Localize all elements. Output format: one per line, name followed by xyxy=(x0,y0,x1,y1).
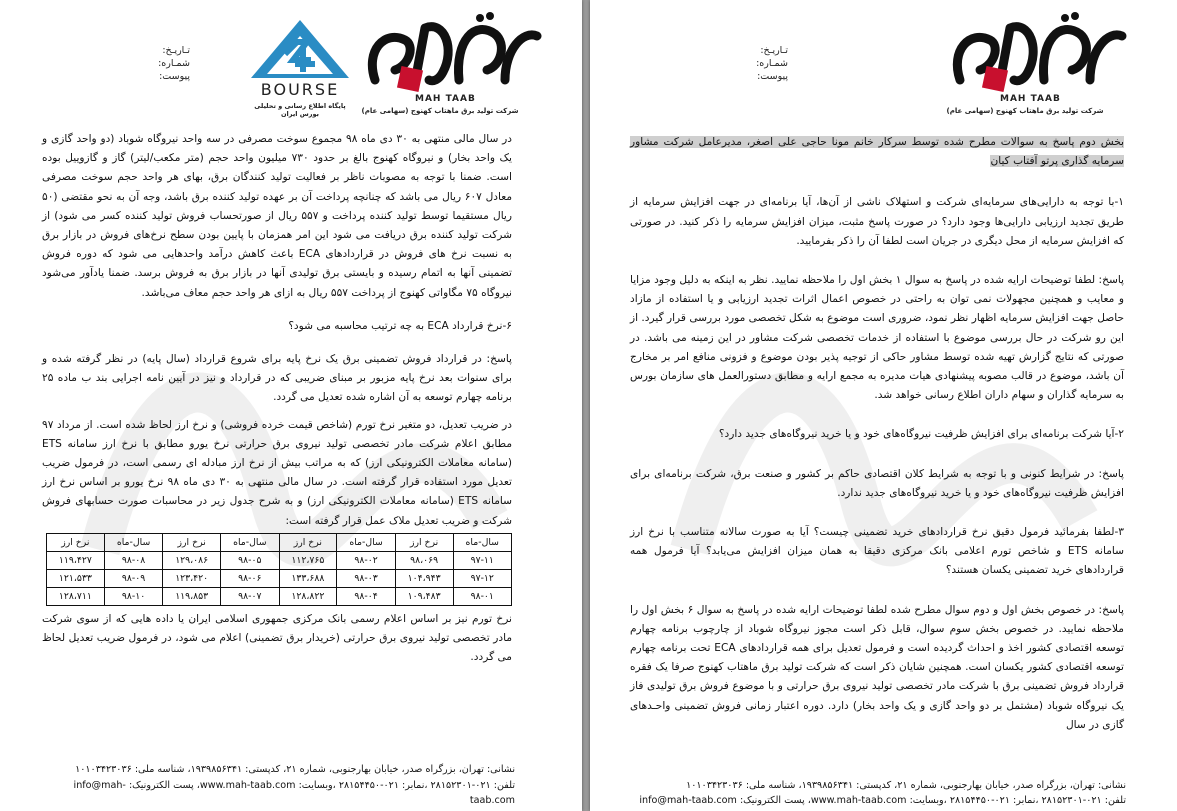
answer-2: پاسخ: در شرایط کنونی و با توجه به شرایط کلان اقتصادی حاکم بر کشور و صنعت برق، شرکت برنامه‌ای برای افزایش ظرفیت نیروگاه‌های خود و یا خرید نیروگاه‌های جدید ندارد. xyxy=(630,467,1124,499)
meta-labels xyxy=(110,44,190,83)
page-footer xyxy=(636,778,1126,809)
footer-contacts: تلفن: ۰۲۱-۲۸۱۵۲۳۰۱ ،نمابر: ۰۲۱-۲۸۱۵۴۴۵۰ ،وبسایت: www.mah-taab.com، پست الکترونیک: info@mah-taab.com xyxy=(73,779,515,807)
question-6: ۶-نرخ قرارداد ECA به چه ترتیب محاسبه می شود؟ xyxy=(288,319,512,332)
paragraph-inflation: نرخ تورم نیز بر اساس اعلام رسمی بانک مرکزی جمهوری اسلامی ایران یا داده هایی که از سوی شرکت مادر تخصصی تولید نیروی برق حرارتی (خریدار برق تضمینی) اعلام می شود، در فرمول ضریب تعدیل لحاظ می گردد. xyxy=(42,612,512,664)
table-cell: ۹۸-۰۹ xyxy=(104,569,162,587)
table-cell: ۹۸-۰۴ xyxy=(337,587,395,605)
table-header-cell: سال-ماه xyxy=(104,533,162,551)
question-3: ۳-لطفا بفرمائید فرمول دقیق نرخ قراردادهای خرید تضمینی چیست؟ آیا به صورت سالانه متناسب با نرخ ارز سامانه ETS و شاخص تورم اعلامی بانک مرکزی دقیقا به همان میزان افزایش می‌یابد؟ آیا فرمول همه قراردادهای خرید تضمینی یکسان هستند؟ xyxy=(630,526,1124,577)
table-cell: ۹۸-۰۳ xyxy=(337,569,395,587)
paragraph-fuel: در سال مالی منتهی به ۳۰ دی ماه ۹۸ مجموع سوخت مصرفی در سه واحد نیروگاه شوباد (دو واحد گازی و یک واحد بخار) و نیروگاه کهنوج بالغ بر حدود ۷۳۰ میلیون واحد حجم (متر مکعب/لیتر) گاز و گازوییل بوده است. ضمنا با توجه به مصوبات ناظر بر فعالیت تولید کنندگان برق، بهای هر واحد حجم سوخت مصرفی معادل ۶۰۷ ریال می باشد که چنانچه پرداخت آن بر عهده تولید کننده برق باشد، وجه آن به نحو مقتضی (۵۰ ریال مستقیما توسط تولید کننده پرداخت و ۵۵۷ ریال از صورتحساب فروش تولید کننده کسر می شود) از شرکت تولید کننده برق دریافت می شود این امر همزمان با پایین بودن سطح نرخ‌های فروش در بازار برق به نسبت نرخ های فروش در قراردادهای ECA باعث کاهش درآمد واحدهایی می شود که دوره فروش تضمینی آنها به اتمام رسیده و بایستی برق تولیدی آنها در بازار برق به فروش برسد. ضمنا یادآور می‌شود نیروگاه ۷۵ مگاواتی کهنوج از پرداخت ۵۵۷ ریال به ازای هر واحد حجم معاف می‌باشد. xyxy=(42,133,513,299)
answer-1: پاسخ: لطفا توضیحات ارایه شده در پاسخ به سوال ۱ بخش اول را ملاحظه نمایید. نظر به اینکه به دلیل وجود مزایا و معایب و همچنین مجهولات نمی توان به راحتی در خصوص اعمال اثرات تجدید ارزیابی و یا استفاده از مازاد حاصل جهت افزایش سرمایه اظهار نظر نمود، ضروری است موضوع به شکل تخصصی مورد بررسی قرار گیرد. از این رو شرکت در حال بررسی موضوع با استفاده از خدمات تخصصی شرکت مشاور در این زمینه می باشد. در صورتی که نتایج گزارش تهیه شده توسط مشاور حاکی از توجیه پذیر بودن موضوع و فزونی منافع امر بر مخارج آن باشد، موضوع در قالب مصوبه پیشنهادی هیات مدیره به مجمع ارایه و مطابق دستورالعمل های سازمان بورس به سرمایه گذاران و سهام داران اطلاع رسانی خواهد شد. xyxy=(630,274,1124,402)
table-header-cell: نرخ ارز xyxy=(163,533,221,551)
date-label: تـاریـخ: xyxy=(162,45,190,56)
currency-rate-table xyxy=(46,533,512,606)
date-label: تـاریـخ: xyxy=(760,45,788,56)
table-cell: ۹۸-۰۲ xyxy=(337,551,395,569)
table-cell: ۱۲۸،۷۱۱ xyxy=(47,587,105,605)
table-cell: ۱۰۹،۴۸۳ xyxy=(395,587,453,605)
table-header-cell: سال-ماه xyxy=(453,533,511,551)
table-header-cell: نرخ ارز xyxy=(395,533,453,551)
bourse-logo xyxy=(245,18,355,118)
table-cell: ۱۱۹،۴۲۷ xyxy=(47,551,105,569)
bourse-subtitle: پایگاه اطلاع رسانی و تحلیلی بورس ایران xyxy=(254,102,346,118)
document-page-right xyxy=(590,0,1177,811)
mahtaab-logo-icon xyxy=(940,10,1130,96)
table-cell: ۹۸-۰۷ xyxy=(221,587,279,605)
table-cell: ۱۰۴،۹۴۳ xyxy=(395,569,453,587)
footer-contacts: تلفن: ۰۲۱-۲۸۱۵۲۳۰۱ ،نمابر: ۰۲۱-۲۸۱۵۴۴۵۰ ،وبسایت: www.mah-taab.com، پست الکترونیک: info@mah-taab.com xyxy=(639,795,1126,807)
intro-highlight: بخش دوم پاسخ به سوالات مطرح شده توسط سرکار خانم مونا حاجی علی اصغر، مدیرعامل شرکت مشاور سرمایه گذاری پرتو آفتاب کیان xyxy=(630,136,1124,168)
number-label: شمـاره: xyxy=(158,58,190,69)
table-header-cell: نرخ ارز xyxy=(279,533,337,551)
table-cell: ۱۲۸،۸۲۲ xyxy=(279,587,337,605)
table-header-cell: نرخ ارز xyxy=(47,533,105,551)
table-cell: ۹۸-۰۸ xyxy=(104,551,162,569)
table-cell: ۹۸-۰۵ xyxy=(221,551,279,569)
bourse-mark-icon xyxy=(245,18,355,80)
mahtaab-logo xyxy=(940,10,1150,122)
table-cell: ۱۲۹،۰۸۶ xyxy=(163,551,221,569)
intro-heading xyxy=(630,133,1124,171)
footer-address: نشانی: تهران، بزرگراه صدر، خیابان بهارجنوبی، شماره ۲۱، کدپستی: ۱۹۳۹۸۵۶۳۴۱، شناسه ملی: ۱۰۱۰۳۴۲۳۰۳۶ xyxy=(75,764,515,776)
table-row xyxy=(47,569,512,587)
mahtaab-wordmark: MAH TAAB xyxy=(415,94,476,104)
table-header-row xyxy=(47,533,512,551)
table-cell: ۹۸-۰۱ xyxy=(453,587,511,605)
table-cell: ۱۲۳،۴۲۰ xyxy=(163,569,221,587)
attachment-label: پیوست: xyxy=(757,71,788,82)
footer-address: نشانی: تهران، بزرگراه صدر، خیابان بهارجنوبی، شماره ۲۱، کدپستی: ۱۹۳۹۸۵۶۳۴۱، شناسه ملی: ۱۰۱۰۳۴۲۳۰۳۶ xyxy=(686,779,1126,791)
table-cell: ۹۸-۰۶ xyxy=(221,569,279,587)
table-cell: ۱۲۱،۵۳۳ xyxy=(47,569,105,587)
mahtaab-wordmark: MAH TAAB xyxy=(1000,94,1061,104)
mahtaab-logo xyxy=(355,10,565,122)
company-name: شرکت تولید برق ماهتاب کهنوج (سهامی عام) xyxy=(946,107,1104,115)
table-row xyxy=(47,587,512,605)
right-page-body xyxy=(630,133,1124,735)
table-cell: ۱۱۹،۸۵۳ xyxy=(163,587,221,605)
left-page-body xyxy=(42,130,512,667)
question-2: ۲-آیا شرکت برنامه‌ای برای افزایش ظرفیت نیروگاه‌های خود و یا خرید نیروگاه‌های جدید دارد؟ xyxy=(718,428,1124,441)
answer-6-part-2: در ضریب تعدیل، دو متغیر نرخ تورم (شاخص قیمت خرده فروشی) و نرخ ارز لحاظ شده است. از مرداد ۹۷ مطابق اعلام شرکت مادر تخصصی تولید نیروی برق حرارتی نرخ یورو مطابق با نرخ ارز سامانه ETS (سامانه معاملات الکترونیکی ارز) که به مراتب بیش از نرخ ارز مبادله ای رسمی است، در فرمول ضریب تعدیل مورد استفاده قرار گرفته است. در سال مالی منتهی به ۳۰ دی ماه ۹۸ نرخ یورو بر اساس نرخ ارز سامانه ETS (سامانه معاملات الکترونیکی ارز) و به شرح جدول زیر در محاسبات صورت حسابهای فروش شرکت و ضریب تعدیل ملاک عمل قرار گرفته است: xyxy=(42,418,512,527)
table-cell: ۹۷-۱۲ xyxy=(453,569,511,587)
answer-3: پاسخ: در خصوص بخش اول و دوم سوال مطرح شده لطفا توضیحات ارایه شده در پاسخ به سوال ۶ بخش اول را ملاحظه نمایید. در خصوص بخش سوم سوال، قابل ذکر است مجوز نیروگاه شوباد از چارچوب برنامه چهارم توسعه اقتصادی کشور اخذ و احداث گردیده است و فرمول تعدیل برای همه قراردادهای ECA تحت برنامه چهارم توسعه اقتصادی کشور یکسان است. همچنین شایان ذکر است که شرکت تولید برق ماهتاب کهنوج صرفا یک فقره قرارداد فروش تضمینی برق با شرکت مادر تخصصی تولید نیروی برق حرارتی و با موضوع فروش برق تولیدی فاز یک نیروگاه شوباد (مشتمل بر دو واحد گازی و یک واحد بخار) دارد. دوره اعتبار زمانی فروش تضمینی واحـدهای گازی در سال xyxy=(630,603,1124,731)
table-cell: ۱۱۲،۷۶۵ xyxy=(279,551,337,569)
letterhead xyxy=(590,0,1177,125)
table-cell: ۹۸،۰۶۹ xyxy=(395,551,453,569)
page-footer xyxy=(40,762,515,809)
letterhead xyxy=(0,0,582,125)
bourse-wordmark: BOURSE xyxy=(260,80,340,99)
table-cell: ۱۳۳،۶۸۸ xyxy=(279,569,337,587)
table-header-cell: سال-ماه xyxy=(221,533,279,551)
mahtaab-logo-icon xyxy=(355,10,545,96)
number-label: شمـاره: xyxy=(756,58,788,69)
question-1: ۱-با توجه به دارایی‌های سرمایه‌ای شرکت و استهلاک ناشی از آن‌ها، آیا برنامه‌ای در جهت افزایش سرمایه از طریق تجدید ارزیابی دارایی‌ها وجود دارد؟ در صورت پاسخ مثبت، میزان افزایش سرمایه را ذکر کنید. در صورتی که افزایش سرمایه از محل دیگری در جریان است لطفا آن را ذکر بفرمایید. xyxy=(630,196,1124,247)
meta-labels xyxy=(708,44,788,83)
table-cell: ۹۸-۱۰ xyxy=(104,587,162,605)
attachment-label: پیوست: xyxy=(159,71,190,82)
document-page-left xyxy=(0,0,582,811)
table-cell: ۹۷-۱۱ xyxy=(453,551,511,569)
company-name: شرکت تولید برق ماهتاب کهنوج (سهامی عام) xyxy=(361,107,519,115)
table-row xyxy=(47,551,512,569)
answer-6-part-1: پاسخ: در قرارداد فروش تضمینی برق یک نرخ پایه برای شروع قرارداد (سال پایه) در نظر گرفته شده و برای سنوات بعد نرخ پایه مزبور بر مبنای ضریبی که در قرارداد و نیز در آیین نامه اجرایی بند ب ماده ۲۵ برنامه چهارم توسعه به آن اشاره شده تعدیل می گردد. xyxy=(42,353,512,404)
table-header-cell: سال-ماه xyxy=(337,533,395,551)
